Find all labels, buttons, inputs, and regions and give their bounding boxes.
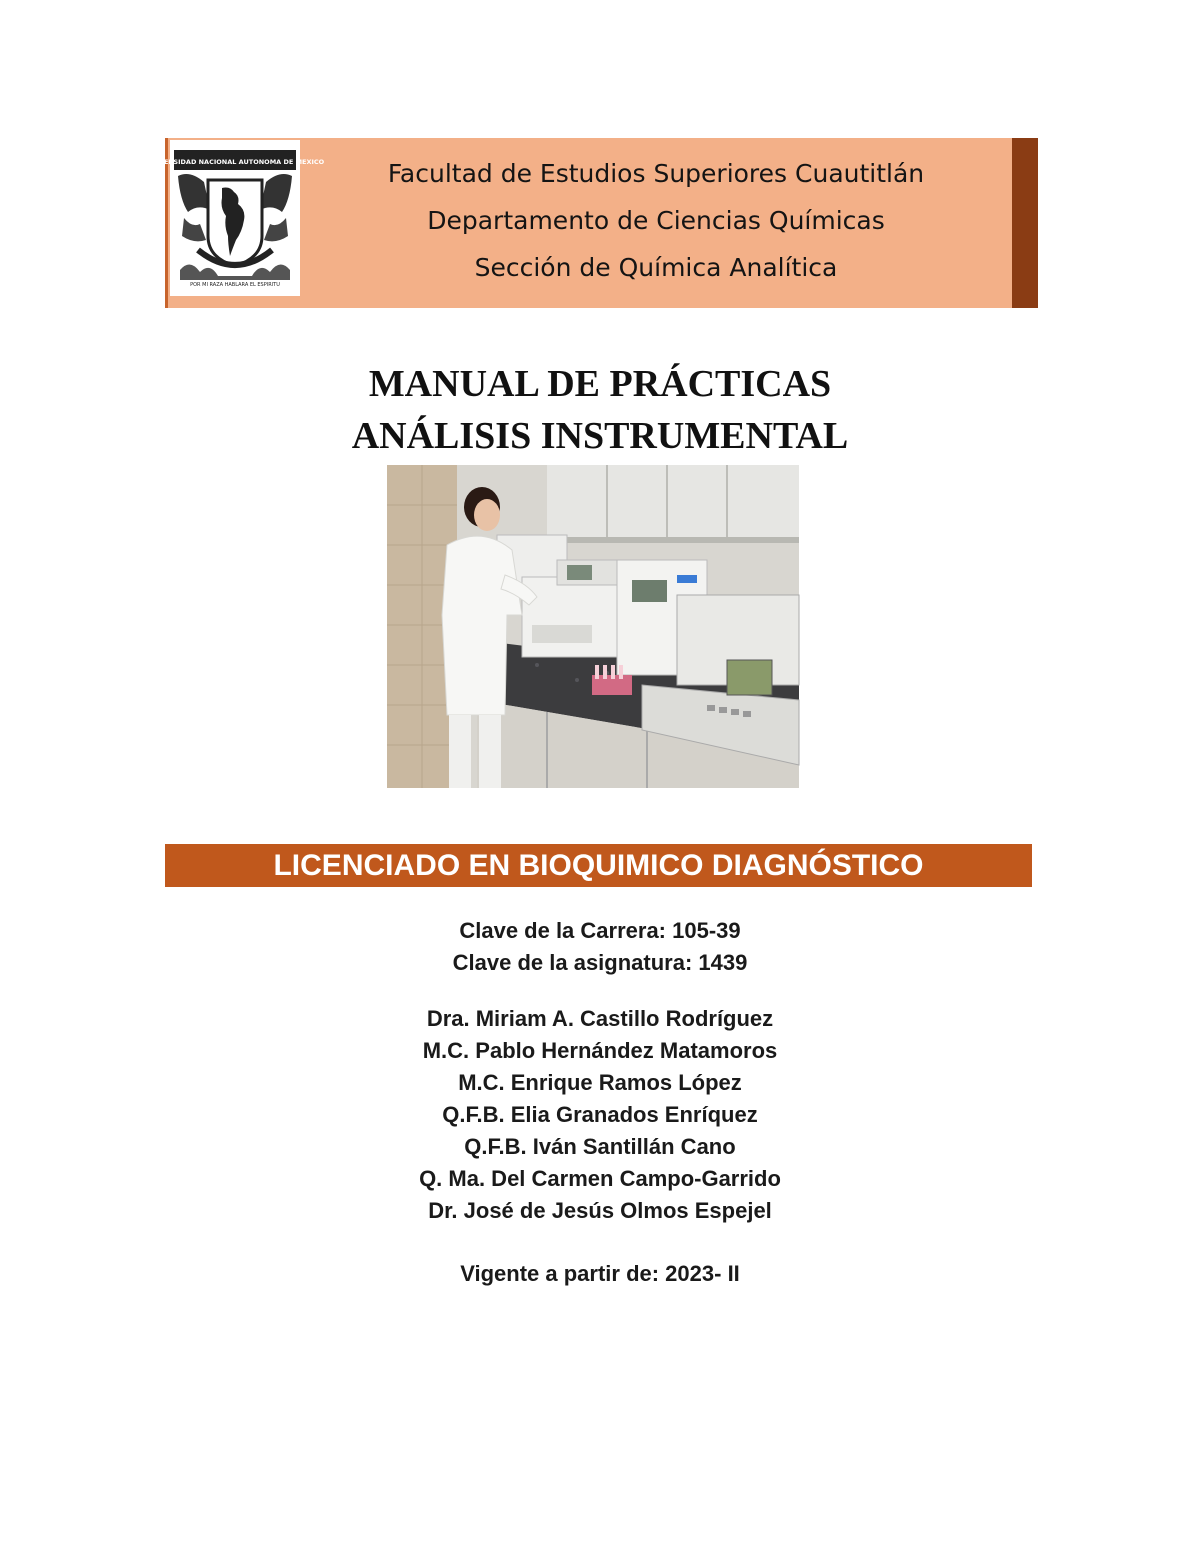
author-name: Q.F.B. Elia Granados Enríquez — [442, 1102, 758, 1127]
author-name: Dra. Miriam A. Castillo Rodríguez — [426, 1006, 774, 1031]
section-name: Sección de Química Analítica — [474, 253, 838, 282]
title-line-1: MANUAL DE PRÁCTICAS — [368, 363, 832, 405]
title-line-2: ANÁLISIS INSTRUMENTAL — [351, 415, 849, 457]
logo-lettering: UNIVERSIDAD NACIONAL AUTONOMA DE MEXICO — [145, 158, 325, 166]
department-name: Departamento de Ciencias Químicas — [427, 206, 885, 235]
subject-code: Clave de la asignatura: 1439 — [452, 950, 748, 975]
career-code: Clave de la Carrera: 105-39 — [459, 918, 741, 943]
header-accent-bar — [1012, 138, 1038, 308]
career-banner: LICENCIADO EN BIOQUIMICO DIAGNÓSTICO — [165, 844, 1032, 887]
header-text — [300, 150, 1012, 291]
logo-motto: POR MI RAZA HABLARA EL ESPIRITU — [190, 282, 280, 288]
author-name: Q. Ma. Del Carmen Campo-Garrido — [419, 1166, 781, 1191]
manual-title — [180, 358, 1020, 462]
author-name: Q.F.B. Iván Santillán Cano — [464, 1134, 736, 1159]
course-codes — [300, 915, 900, 979]
laboratory-photo — [387, 465, 799, 788]
unam-logo — [145, 140, 325, 296]
authors-list — [300, 1003, 900, 1227]
author-name: Dr. José de Jesús Olmos Espejel — [428, 1198, 772, 1223]
author-name: M.C. Enrique Ramos López — [458, 1070, 742, 1095]
faculty-name: Facultad de Estudios Superiores Cuautitlán — [387, 159, 925, 188]
author-name: M.C. Pablo Hernández Matamoros — [422, 1038, 778, 1063]
validity-date: Vigente a partir de: 2023- II — [460, 1261, 740, 1286]
